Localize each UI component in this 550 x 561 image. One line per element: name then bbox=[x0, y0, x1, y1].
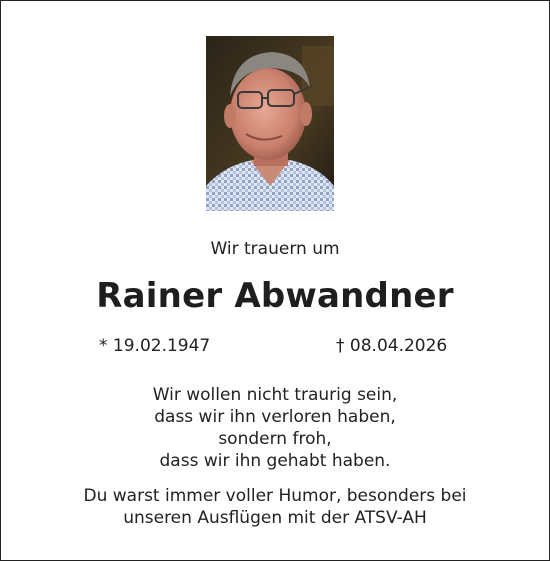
birth-date: * 19.02.1947 bbox=[99, 336, 211, 356]
poem-line: dass wir ihn gehabt haben. bbox=[159, 451, 391, 471]
death-date: † 08.04.2026 bbox=[336, 336, 448, 356]
intro-line: Wir trauern um bbox=[210, 239, 340, 259]
portrait-photo bbox=[206, 36, 334, 211]
deceased-name: Rainer Abwandner bbox=[96, 276, 454, 316]
portrait-photo-icon bbox=[206, 36, 334, 211]
closing-text bbox=[0, 485, 550, 529]
closing-line: unseren Ausflügen mit der ATSV-AH bbox=[123, 508, 427, 528]
closing-line: Du warst immer voller Humor, besonders bei bbox=[83, 486, 467, 506]
poem-line: Wir wollen nicht traurig sein, bbox=[152, 385, 398, 405]
poem-line: dass wir ihn verloren haben, bbox=[154, 407, 396, 427]
poem-line: sondern froh, bbox=[218, 429, 332, 449]
poem bbox=[0, 384, 550, 472]
